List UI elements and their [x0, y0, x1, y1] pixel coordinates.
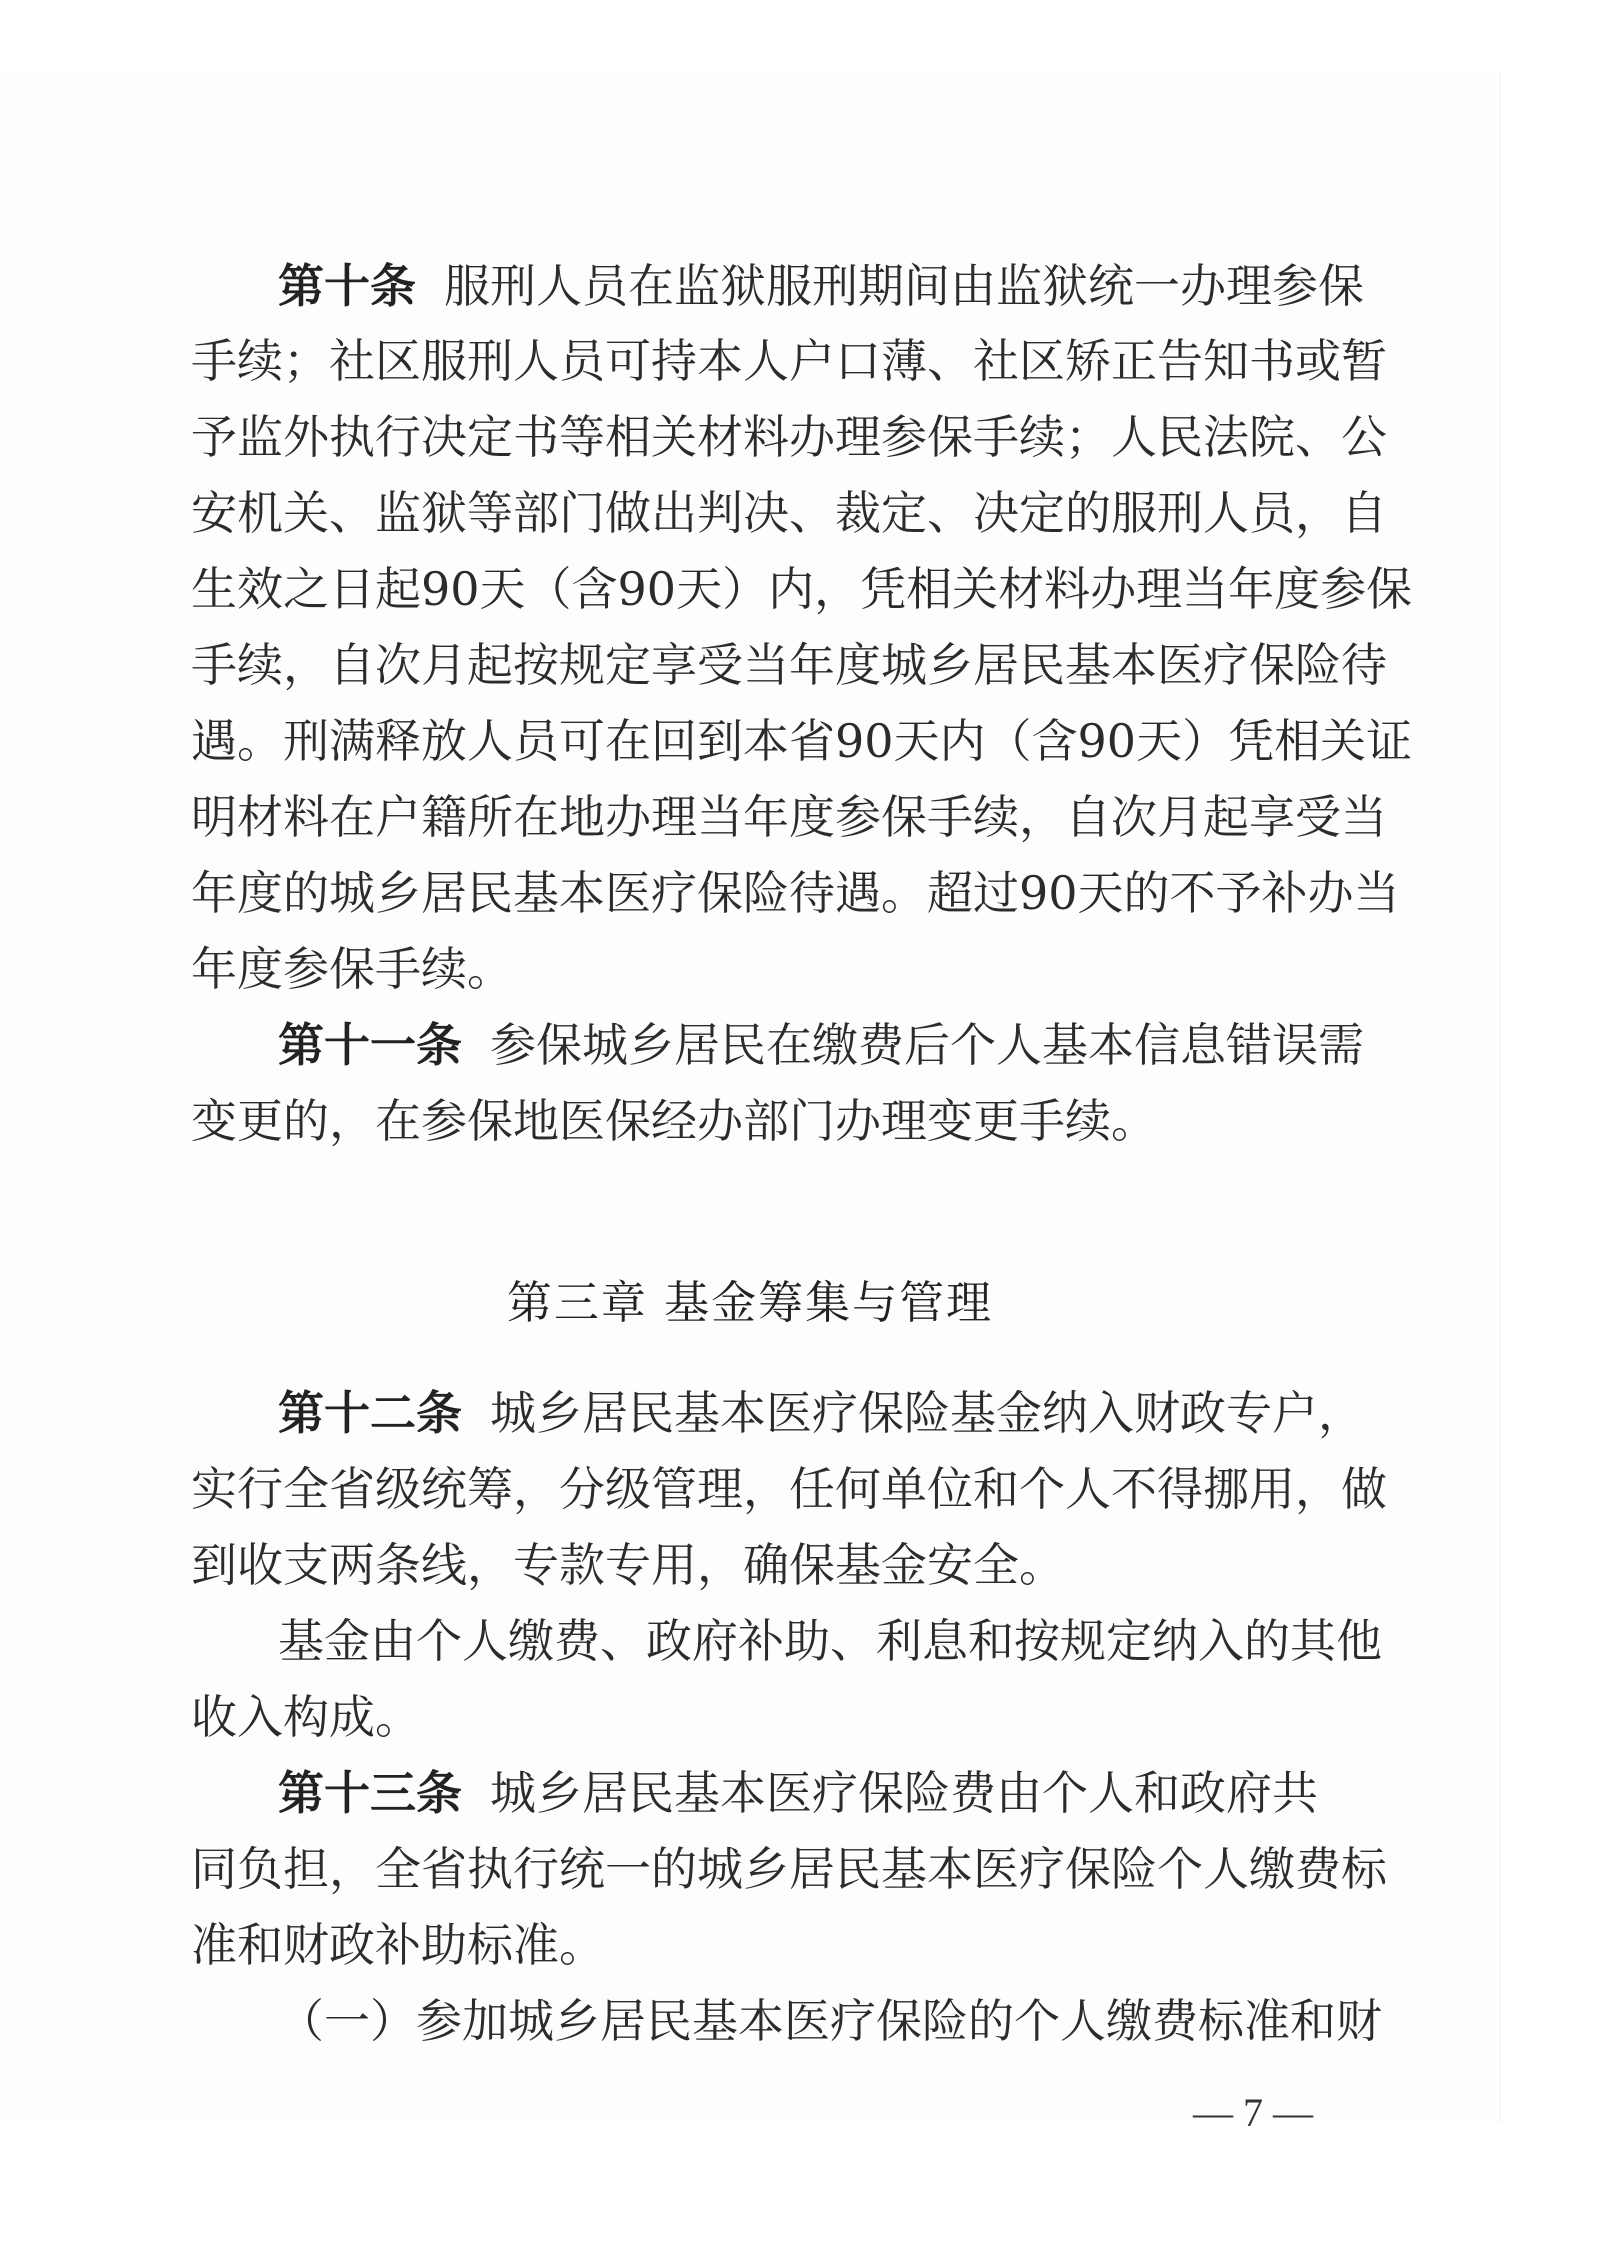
article-13-line-3: 准和财政补助标准。 [191, 1918, 605, 1972]
article-10-line-2: 手续；社区服刑人员可持本人户口薄、社区矫正告知书或暂 [191, 334, 1387, 388]
chapter-heading: 第三章 基金筹集与管理 [506, 1276, 994, 1330]
article-10-label: 第十条 [278, 259, 416, 313]
article-10-line-9: 年度的城乡居民基本医疗保险待遇。超过90天的不予补办当 [191, 866, 1400, 920]
article-10-line-4: 安机关、监狱等部门做出判决、裁定、决定的服刑人员，自 [191, 486, 1387, 540]
article-13-line-1: 第十三条 城乡居民基本医疗保险费由个人和政府共 [278, 1766, 1318, 1820]
page-number: — 7 — [1193, 2090, 1313, 2135]
article-11-line-2: 变更的，在参保地医保经办部门办理变更手续。 [191, 1094, 1157, 1148]
article-13-line-2: 同负担，全省执行统一的城乡居民基本医疗保险个人缴费标 [191, 1842, 1387, 1896]
article-12-para2-line-1: 基金由个人缴费、政府补助、利息和按规定纳入的其他 [278, 1614, 1382, 1668]
article-10-line-3: 予监外执行决定书等相关材料办理参保手续；人民法院、公 [191, 410, 1387, 464]
article-10-line-10: 年度参保手续。 [191, 942, 513, 996]
article-12-line-2: 实行全省级统筹，分级管理，任何单位和个人不得挪用，做 [191, 1462, 1387, 1516]
article-12-line-1: 第十二条 城乡居民基本医疗保险基金纳入财政专户， [278, 1386, 1364, 1440]
document-page [0, 72, 1500, 2135]
article-13-item-1: （一）参加城乡居民基本医疗保险的个人缴费标准和财 [278, 1994, 1382, 2048]
article-13-label: 第十三条 [278, 1766, 462, 1820]
article-12-label: 第十二条 [278, 1386, 462, 1440]
article-11-label: 第十一条 [278, 1018, 462, 1072]
article-10-line-8: 明材料在户籍所在地办理当年度参保手续，自次月起享受当 [191, 790, 1387, 844]
article-10-line-1: 第十条 服刑人员在监狱服刑期间由监狱统一办理参保 [278, 259, 1364, 313]
article-10-line-6: 手续，自次月起按规定享受当年度城乡居民基本医疗保险待 [191, 638, 1387, 692]
article-12-para2-line-2: 收入构成。 [191, 1690, 421, 1744]
article-10-line-7: 遇。刑满释放人员可在回到本省90天内（含90天）凭相关证 [191, 714, 1413, 768]
article-11-line-1: 第十一条 参保城乡居民在缴费后个人基本信息错误需 [278, 1018, 1364, 1072]
article-12-line-3: 到收支两条线，专款专用，确保基金安全。 [191, 1538, 1065, 1592]
article-10-line-5: 生效之日起90天（含90天）内，凭相关材料办理当年度参保 [191, 562, 1413, 616]
